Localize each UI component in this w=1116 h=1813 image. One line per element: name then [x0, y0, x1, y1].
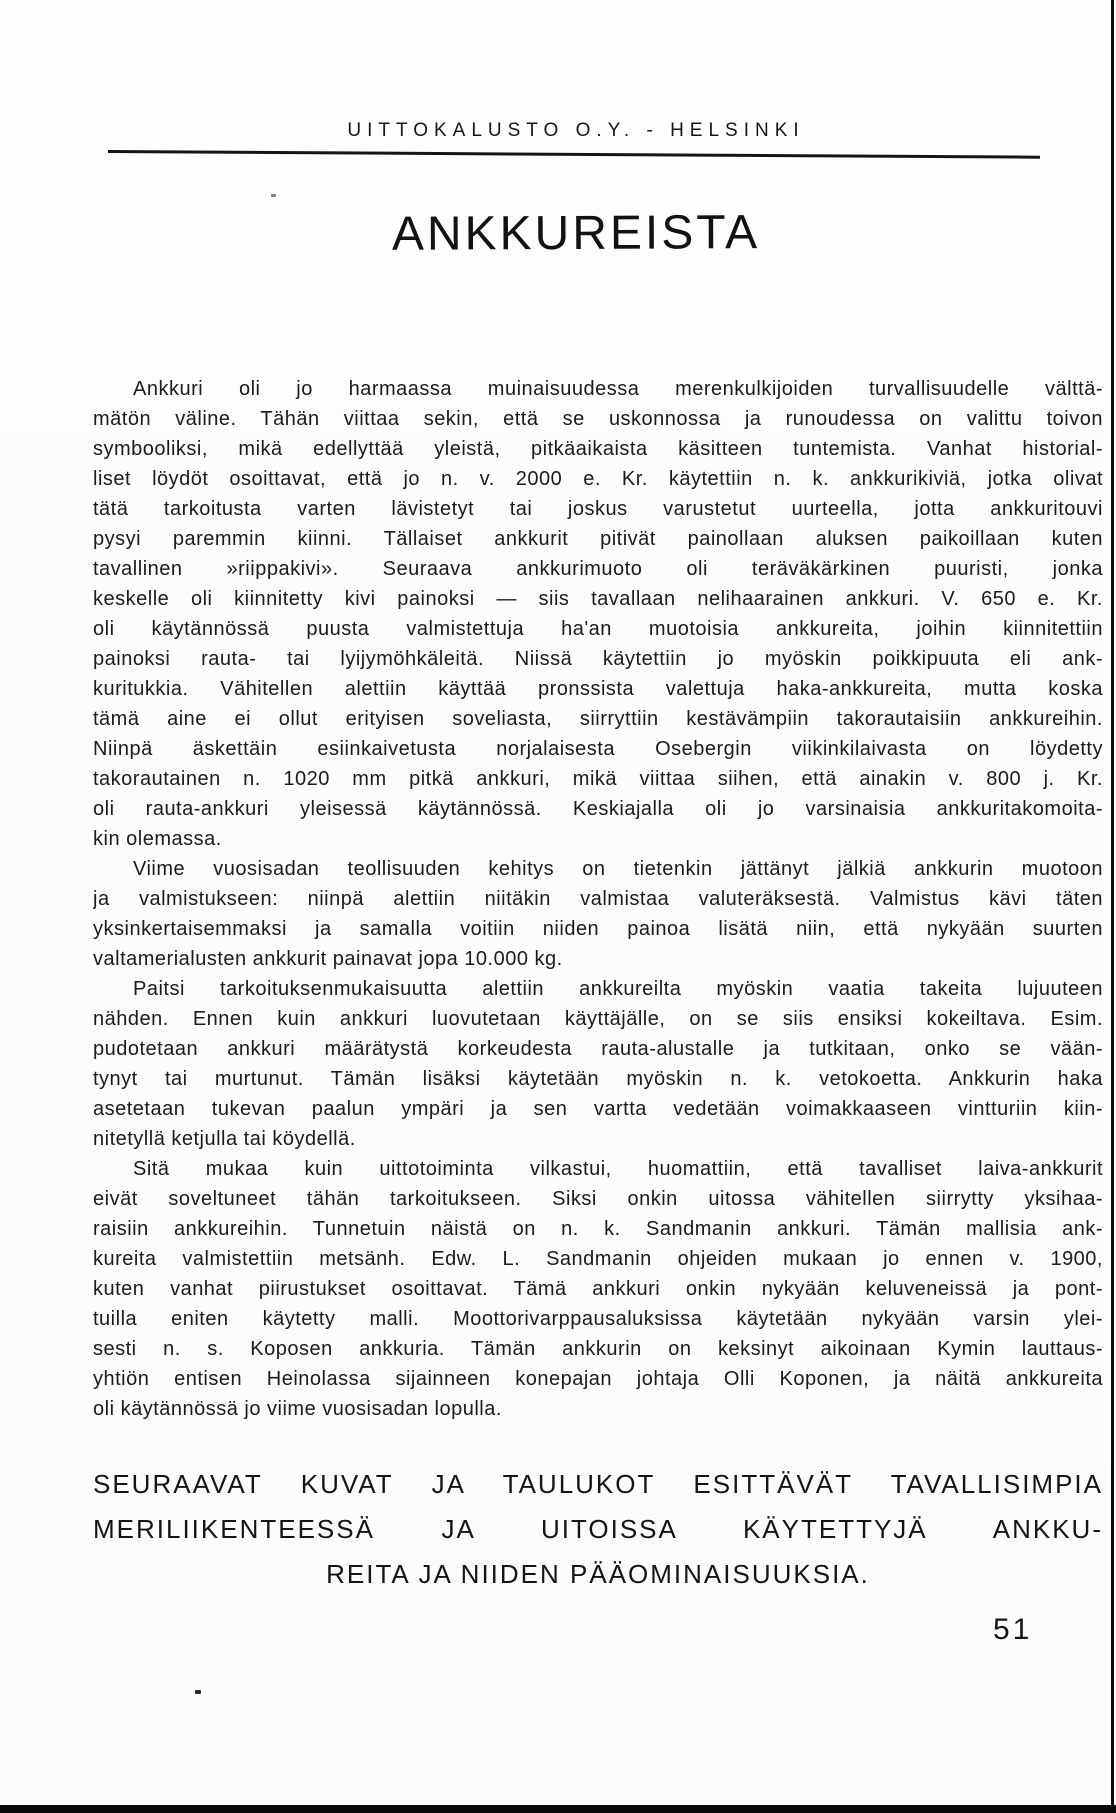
ink-speck: [195, 1690, 201, 1694]
text-line: tavallinen »riippakivi». Seuraava ankkurimuoto oli teräväkärkinen puuristi, jonka: [93, 558, 1103, 580]
text-line: painoksi rauta- tai lyijymöhkäleitä. Niissä käytettiin jo myöskin poikkipuuta eli ank-: [93, 648, 1103, 670]
text-line: Niinpä äskettäin esiinkaivetusta norjalaisesta Osebergin viikinkilaivasta on löydetty: [93, 738, 1103, 760]
closing-line: SEURAAVAT KUVAT JA TAULUKOT ESITTÄVÄT TAVALLISIMPIA: [93, 1469, 1103, 1499]
closing-line: MERILIIKENTEESSÄ JA UITOISSA KÄYTETTYJÄ ANKKU-: [93, 1514, 1103, 1544]
page-title: ANKKUREISTA: [391, 206, 761, 261]
text-line: eivät soveltuneet tähän tarkoitukseen. Siksi onkin uitossa vähitellen siirrytty yksihaa-: [93, 1188, 1103, 1210]
text-line: Sitä mukaa kuin uittotoiminta vilkastui, huomattiin, että tavalliset laiva-ankkurit: [133, 1158, 1103, 1180]
text-line: Viime vuosisadan teollisuuden kehitys on tietenkin jättänyt jälkiä ankkurin muotoon: [133, 858, 1103, 880]
text-line: symbooliksi, mikä edellyttää yleistä, pitkäaikaista käsitteen tuntemista. Vanhat historial-: [93, 438, 1103, 460]
text-line: asetetaan tukevan paalun ympäri ja sen vartta vedetään voimakkaaseen vintturiin kiin-: [93, 1098, 1103, 1120]
text-line: ja valmistukseen: niinpä alettiin niitäkin valmistaa valuteräksestä. Valmistus kävi täten: [93, 888, 1103, 910]
text-line: Ankkuri oli jo harmaassa muinaisuudessa merenkulkijoiden turvallisuudelle välttä-: [133, 378, 1103, 400]
running-head: UITTOKALUSTO O.Y. - HELSINKI: [347, 120, 805, 141]
text-line: oli rauta-ankkuri yleisessä käytännössä. Keskiajalla oli jo varsinaisia ankkuritakomoita-: [93, 798, 1103, 820]
text-line: liset löydöt osoittavat, että jo n. v. 2000 e. Kr. käytettiin n. k. ankkurikiviä, jotka olivat: [93, 468, 1103, 490]
text-line: kuritukkia. Vähitellen alettiin käyttää pronssista valettuja haka-ankkureita, mutta koska: [93, 678, 1103, 700]
text-line: nitetyllä ketjulla tai köydellä.: [93, 1128, 356, 1150]
text-line: valtamerialusten ankkurit painavat jopa 10.000 kg.: [93, 948, 563, 970]
text-line: yhtiön entisen Heinolassa sijainneen konepajan johtaja Olli Koponen, ja näitä ankkureita: [93, 1368, 1103, 1390]
text-line: oli käytännössä puusta valmistettuja ha'an muotoisia ankkureita, joihin kiinnitettiin: [93, 618, 1103, 640]
text-line: tuilla eniten käytetty malli. Moottorivarppausaluksissa käytetään nykyään varsin ylei-: [93, 1308, 1103, 1330]
text-line: pudotetaan ankkuri määrätystä korkeudesta rauta-alustalle ja tutkitaan, onko se vään-: [93, 1038, 1103, 1060]
text-line: tätä tarkoitusta varten lävistetyt tai joskus varustetut uurteella, jotta ankkuritouvi: [93, 498, 1103, 520]
header-rule: [108, 150, 1040, 159]
text-line: mätön väline. Tähän viittaa sekin, että se uskonnossa ja runoudessa on valittu toivon: [93, 408, 1103, 430]
text-line: pysyi paremmin kiinni. Tällaiset ankkurit pitivät painollaan aluksen paikoillaan kuten: [93, 528, 1103, 550]
text-line: kureita valmistettiin metsänh. Edw. L. Sandmanin ohjeiden mukaan jo ennen v. 1900,: [93, 1248, 1103, 1270]
text-line: kuten vanhat piirustukset osoittavat. Tämä ankkuri onkin nykyään keluveneissä ja pont-: [93, 1278, 1103, 1300]
closing-line: REITA JA NIIDEN PÄÄOMINAISUUKSIA.: [326, 1559, 870, 1589]
closing-statement: [93, 1462, 1103, 1597]
text-line: keskelle oli kiinnitetty kivi painoksi — siis tavallaan nelihaarainen ankkuri. V. 650 e. Kr.: [93, 588, 1103, 610]
text-line: kin olemassa.: [93, 828, 222, 850]
body-text: [93, 374, 1103, 1424]
text-line: raisiin ankkureihin. Tunnetuin näistä on n. k. Sandmanin ankkuri. Tämän mallisia ank-: [93, 1218, 1103, 1240]
text-line: yksinkertaisemmaksi ja samalla voitiin niiden painoa lisätä niin, että nykyään suurten: [93, 918, 1103, 940]
ink-speck: [271, 194, 276, 197]
text-line: sesti n. s. Koposen ankkuria. Tämän ankkurin on keksinyt aikoinaan Kymin lauttaus-: [93, 1338, 1103, 1360]
text-line: tämä aine ei ollut erityisen soveliasta, siirryttiin kestävämpiin takorautaisiin ankkureihin.: [93, 708, 1103, 730]
text-line: Paitsi tarkoituksenmukaisuutta alettiin ankkureilta myöskin vaatia takeita lujuuteen: [133, 978, 1103, 1000]
scan-edge-right: [1111, 0, 1114, 1813]
text-line: takorautainen n. 1020 mm pitkä ankkuri, mikä viittaa siihen, että ainakin v. 800 j. Kr.: [93, 768, 1103, 790]
page-number: 51: [993, 1613, 1033, 1646]
text-line: nähden. Ennen kuin ankkuri luovutetaan käyttäjälle, on se siis ensiksi kokeiltava. Esim.: [93, 1008, 1103, 1030]
scan-edge-bottom: [0, 1805, 1116, 1813]
text-line: oli käytännössä jo viime vuosisadan lopulla.: [93, 1398, 502, 1420]
text-line: tynyt tai murtunut. Tämän lisäksi käytetään myöskin n. k. vetokoetta. Ankkurin haka: [93, 1068, 1103, 1090]
